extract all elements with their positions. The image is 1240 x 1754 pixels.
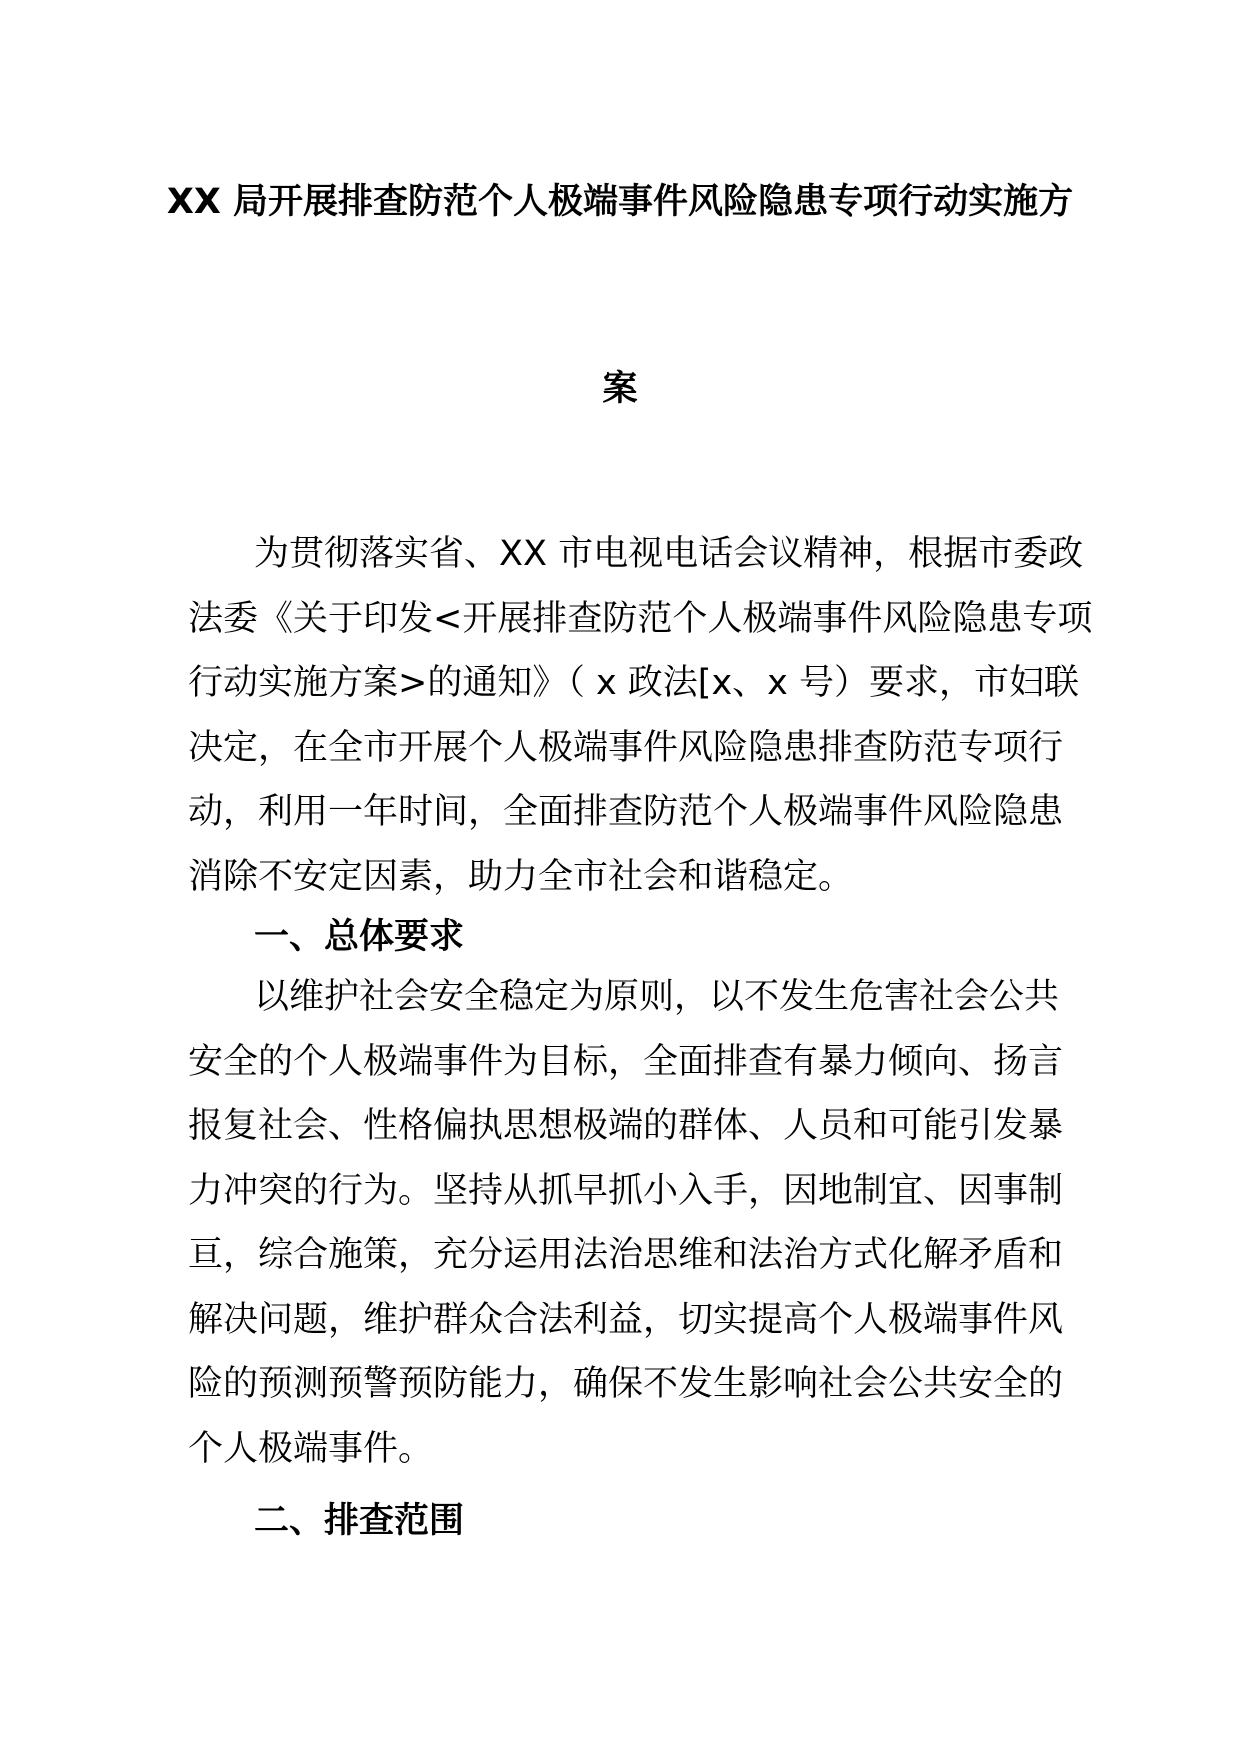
paragraph-line: 个人极端事件。 <box>188 1428 434 1469</box>
paragraph-line: 动，利用一年时间，全面排查防范个人极端事件风险隐患 <box>188 792 1064 832</box>
paragraph-line: 险的预测预警预防能力，确保不发生影响社会公共安全的 <box>188 1364 1064 1404</box>
section-heading-general-requirements: 一、总体要求 <box>254 917 465 957</box>
document-title-line-1: XX 局开展排查防范个人极端事件风险隐患专项行动实施方 <box>166 182 1074 222</box>
paragraph-line: 为贯彻落实省、XX 市电视电话会议精神，根据市委政 <box>254 534 1084 574</box>
paragraph-line: 决定，在全市开展个人极端事件风险隐患排查防范专项行 <box>188 727 1064 768</box>
paragraph-line: 行动实施方案>的通知》（ x 政法[x、x 号）要求，市妇联 <box>188 663 1079 703</box>
paragraph-line: 以维护社会安全稳定为原则，以不发生危害社会公共 <box>254 977 1060 1017</box>
paragraph-line: 报复社会、性格偏执思想极端的群体、人员和可能引发暴 <box>188 1106 1064 1146</box>
section-heading-investigation-scope: 二、排查范围 <box>254 1501 465 1541</box>
paragraph-line: 解决问题，维护群众合法利益，切实提高个人极端事件风 <box>188 1299 1064 1340</box>
document-title-line-2: 案 <box>602 369 638 409</box>
section-1-paragraph <box>188 965 1064 1481</box>
paragraph-line: 亘，综合施策，充分运用法治思维和法治方式化解矛盾和 <box>188 1235 1064 1275</box>
paragraph-line: 消除不安定因素，助力全市社会和谐稳定。 <box>188 856 854 897</box>
intro-paragraph <box>188 522 1093 909</box>
paragraph-line: 力冲突的行为。坚持从抓早抓小入手，因地制宜、因事制 <box>188 1170 1064 1211</box>
paragraph-line: 安全的个人极端事件为目标，全面排查有暴力倾向、扬言 <box>188 1041 1064 1082</box>
paragraph-line: 法委《关于印发<开展排查防范个人极端事件风险隐患专项 <box>188 598 1093 639</box>
